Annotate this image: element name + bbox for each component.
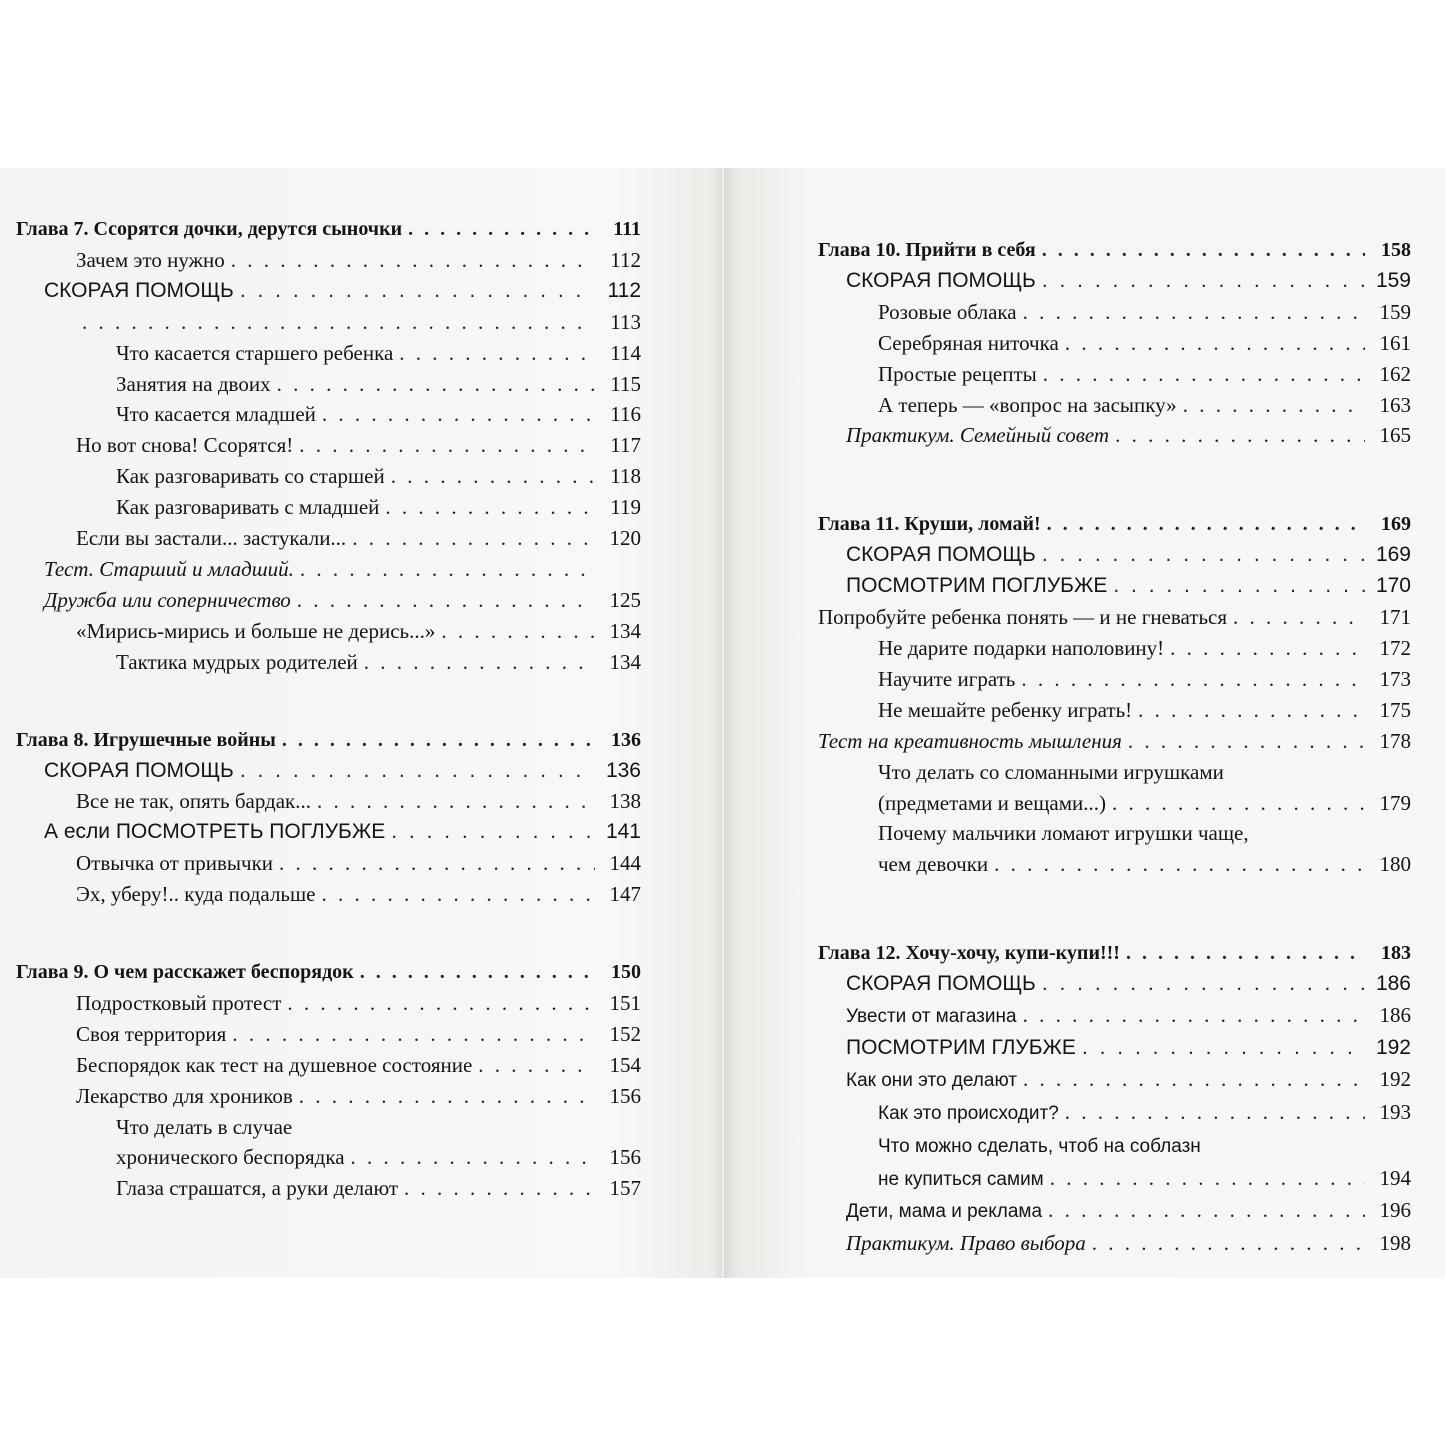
toc-entry-text: Тест. Старший и младший. — [44, 556, 294, 581]
toc-entry-text: Как они это делают — [846, 1069, 1017, 1091]
toc-entry-text: Научите играть — [878, 666, 1016, 691]
toc-entry-text: Эх, уберу!.. куда подальше — [76, 882, 316, 907]
toc-entry-page-number: 144 — [609, 851, 641, 876]
leader-dots — [1082, 1033, 1365, 1064]
chapter-heading-page-number: 158 — [1381, 239, 1411, 261]
leader-dots — [391, 461, 595, 492]
toc-entry-page-number: 147 — [609, 882, 641, 907]
toc-entry-page-number: 136 — [605, 758, 641, 782]
toc-entry-page-number: 162 — [1379, 361, 1411, 386]
toc-entry — [818, 602, 1411, 633]
toc-entry — [818, 664, 1411, 695]
toc-entry-page-number: 125 — [609, 587, 641, 612]
toc-entry — [16, 338, 641, 369]
leader-dots — [1233, 602, 1365, 633]
toc-entry — [818, 695, 1411, 726]
leader-dots — [391, 817, 595, 848]
toc-entry-page-number: 171 — [1379, 605, 1411, 630]
toc-entry-page-number: 169 — [1375, 543, 1411, 567]
toc-entry-page-number: 113 — [610, 309, 641, 334]
toc-entry-text: А теперь — «вопрос на засыпку» — [878, 392, 1177, 417]
toc-entry-page-number: 115 — [610, 371, 641, 396]
leader-dots — [1065, 328, 1365, 359]
toc-entry-text: Лекарство для хроников — [76, 1083, 293, 1108]
toc-entry-text: Глаза страшатся, а руки делают — [116, 1176, 399, 1201]
toc-entry-text: ПОСМОТРИМ ГЛУБЖЕ — [846, 1035, 1076, 1059]
toc-entry — [16, 492, 641, 523]
toc-entry — [818, 297, 1411, 328]
leader-dots — [300, 554, 595, 585]
toc-entry-page-number: 156 — [609, 1145, 641, 1170]
chapter-section — [16, 214, 641, 678]
toc-entry-text: Дружба или соперничество — [44, 587, 291, 612]
toc-entry-text: хронического беспорядка — [116, 1145, 345, 1170]
leader-dots — [399, 338, 595, 369]
leader-dots — [1170, 633, 1365, 664]
leader-dots — [441, 616, 595, 647]
toc-entry — [16, 399, 641, 430]
toc-entry-text: СКОРАЯ ПОМОЩЬ — [44, 758, 234, 782]
toc-entry-text: Отвычка от привычки — [76, 851, 274, 876]
toc-entry-text: Не дарите подарки наполовину! — [878, 635, 1165, 660]
leader-dots — [352, 523, 595, 554]
leader-dots — [322, 879, 596, 910]
leader-dots — [282, 725, 595, 756]
toc-entry-text: «Мирись-мирись и больше не дерись...» — [76, 618, 436, 643]
toc-entry — [16, 430, 641, 461]
toc-entry-page-number: 116 — [610, 402, 641, 427]
toc-entry-text: Занятия на двоих — [116, 371, 271, 396]
toc-entry-text: Но вот снова! Ссорятся! — [76, 433, 294, 458]
chapter-heading-text: Глава 11. Круши, ломай! — [818, 513, 1041, 536]
toc-entry-text: чем девочки — [878, 852, 989, 877]
toc-entry-text: (предметами и вещами...) — [878, 790, 1106, 815]
leader-dots — [1113, 571, 1365, 602]
chapter-heading — [818, 235, 1411, 266]
chapter-heading-page-number: 183 — [1381, 942, 1411, 965]
leader-dots — [408, 214, 595, 245]
toc-entry-page-number: 163 — [1379, 392, 1411, 417]
leader-dots — [1048, 1195, 1365, 1226]
toc-entry-text: Что касается младшей — [116, 402, 316, 427]
toc-entry-text: Что можно сделать, чтоб на соблазн — [878, 1135, 1201, 1157]
toc-entry — [16, 554, 641, 585]
leader-dots — [277, 369, 595, 400]
toc-entry-page-number: 119 — [610, 495, 641, 520]
toc-entry-page-number: 170 — [1375, 574, 1411, 598]
toc-entry — [818, 359, 1411, 390]
toc-entry-page-number: 112 — [610, 247, 641, 272]
leader-dots — [478, 1050, 595, 1081]
toc-entry-page-number: 118 — [610, 464, 641, 489]
leader-dots — [1047, 509, 1365, 540]
chapter-section — [818, 938, 1411, 1259]
toc-entry — [16, 848, 641, 879]
toc-entry — [818, 849, 1411, 880]
toc-entry — [16, 616, 641, 647]
toc-entry — [16, 461, 641, 492]
chapter-heading-page-number: 136 — [611, 728, 641, 751]
toc-entry-page-number: 186 — [1379, 1003, 1411, 1028]
leader-dots — [364, 647, 595, 678]
toc-entry — [16, 1142, 641, 1173]
leader-dots — [317, 786, 595, 817]
leader-dots — [299, 1081, 595, 1112]
chapter-heading-text: Глава 12. Хочу-хочу, купи-купи!!! — [818, 942, 1120, 965]
toc-entry-page-number: 134 — [609, 649, 641, 674]
leader-dots — [1021, 664, 1365, 695]
leader-dots — [1050, 1163, 1365, 1194]
chapter-heading-page-number: 150 — [611, 961, 641, 984]
toc-entry-text: Дети, мама и реклама — [846, 1201, 1043, 1223]
toc-entry — [818, 633, 1411, 664]
leader-dots — [82, 307, 595, 338]
toc-entry — [16, 307, 641, 338]
toc-entry — [818, 266, 1411, 297]
toc-entry — [16, 1112, 641, 1143]
toc-entry — [818, 1130, 1411, 1163]
toc-entry-page-number: 152 — [609, 1021, 641, 1046]
toc-entry-text: Увести от магазина — [846, 1006, 1017, 1028]
toc-entry-page-number: 120 — [609, 526, 641, 551]
toc-entry-text: Серебряная ниточка — [878, 330, 1059, 355]
toc-entry-text: Почему мальчики ломают игрушки чаще, — [878, 821, 1249, 846]
toc-entry — [818, 1195, 1411, 1228]
toc-entry-text: Не мешайте ребенку играть! — [878, 697, 1133, 722]
leader-dots — [1138, 695, 1365, 726]
leader-dots — [322, 399, 595, 430]
toc-entry-text: Тест на креативность мышления — [818, 728, 1122, 753]
leader-dots — [1042, 235, 1365, 266]
leader-dots — [1043, 359, 1365, 390]
leader-dots — [240, 756, 595, 787]
leader-dots — [231, 245, 595, 276]
leader-dots — [1112, 788, 1365, 819]
toc-entry — [818, 1163, 1411, 1196]
toc-entry — [16, 1050, 641, 1081]
toc-entry — [16, 1019, 641, 1050]
toc-entry-page-number: 186 — [1375, 972, 1411, 996]
leader-dots — [1023, 297, 1365, 328]
toc-entry-text: Беспорядок как тест на душевное состояние — [76, 1052, 473, 1077]
toc-entry-page-number: 151 — [609, 990, 641, 1015]
leader-dots — [385, 492, 595, 523]
toc-entry-text: не купиться самим — [878, 1168, 1044, 1190]
toc-entry-text: А если ПОСМОТРЕТЬ ПОГЛУБЖЕ — [44, 820, 386, 844]
toc-entry-page-number: 117 — [610, 433, 641, 458]
leader-dots — [994, 849, 1365, 880]
toc-entry — [818, 818, 1411, 849]
leader-dots — [287, 988, 595, 1019]
right-toc-column — [818, 235, 1411, 1259]
toc-entry-text: Тактика мудрых родителей — [116, 649, 358, 674]
toc-entry-page-number: 193 — [1379, 1099, 1411, 1124]
toc-entry — [818, 1228, 1411, 1259]
toc-entry-page-number: 192 — [1375, 1035, 1411, 1059]
toc-entry — [16, 647, 641, 678]
toc-entry-text: Все не так, опять бардак... — [76, 789, 312, 814]
toc-entry-page-number: 173 — [1379, 666, 1411, 691]
toc-entry-page-number: 180 — [1379, 852, 1411, 877]
toc-entry-page-number: 178 — [1379, 728, 1411, 753]
toc-entry — [16, 1173, 641, 1204]
toc-entry-page-number: 175 — [1379, 697, 1411, 722]
toc-entry-text: СКОРАЯ ПОМОЩЬ — [846, 268, 1036, 292]
toc-entry-page-number: 192 — [1379, 1066, 1411, 1091]
toc-entry-text: Простые рецепты — [878, 361, 1037, 386]
toc-entry-page-number: 161 — [1379, 330, 1411, 355]
chapter-heading — [16, 957, 641, 988]
toc-entry-text: Что делать со сломанными игрушками — [878, 759, 1224, 784]
toc-entry-page-number: 112 — [607, 278, 641, 302]
toc-entry-text: Как разговаривать со старшей — [116, 464, 385, 489]
toc-entry-text: Подростковый протест — [76, 990, 282, 1015]
chapter-heading — [818, 938, 1411, 969]
leader-dots — [1126, 938, 1365, 969]
toc-entry-page-number: 194 — [1379, 1165, 1411, 1190]
chapter-heading — [16, 725, 641, 756]
toc-entry — [16, 245, 641, 276]
toc-entry — [818, 1033, 1411, 1064]
toc-entry — [818, 328, 1411, 359]
leader-dots — [297, 585, 595, 616]
toc-entry — [16, 369, 641, 400]
toc-entry-page-number: 179 — [1379, 790, 1411, 815]
toc-entry-text: Зачем это нужно — [76, 247, 225, 272]
toc-entry — [818, 420, 1411, 451]
book-gutter — [712, 168, 736, 1278]
toc-entry-page-number: 165 — [1379, 423, 1411, 448]
toc-entry-page-number: 157 — [609, 1176, 641, 1201]
leader-dots — [351, 1142, 595, 1173]
chapter-section — [818, 509, 1411, 880]
toc-entry-page-number: 198 — [1379, 1231, 1411, 1256]
toc-entry-text: Практикум. Семейный совет — [846, 423, 1110, 448]
leader-dots — [1065, 1097, 1365, 1128]
toc-entry-page-number: 141 — [605, 820, 641, 844]
toc-entry-text: СКОРАЯ ПОМОЩЬ — [44, 278, 234, 302]
chapter-heading-page-number: 169 — [1381, 513, 1411, 536]
toc-entry — [16, 817, 641, 848]
toc-entry — [818, 390, 1411, 421]
leader-dots — [1042, 969, 1365, 1000]
toc-entry-page-number: 134 — [609, 618, 641, 643]
leader-dots — [1115, 420, 1365, 451]
chapter-heading-text: Глава 8. Игрушечные войны — [16, 728, 276, 751]
chapter-heading — [818, 509, 1411, 540]
toc-entry-text: Что делать в случае — [116, 1114, 293, 1139]
chapter-heading-page-number: 111 — [613, 218, 641, 240]
toc-entry-text: СКОРАЯ ПОМОЩЬ — [846, 543, 1036, 567]
leader-dots — [1183, 390, 1365, 421]
leader-dots — [1023, 1000, 1365, 1031]
toc-entry — [16, 988, 641, 1019]
toc-entry — [16, 523, 641, 554]
toc-entry — [818, 726, 1411, 757]
toc-entry — [818, 1064, 1411, 1097]
chapter-heading-text: Глава 7. Ссорятся дочки, дерутся сыночки — [16, 218, 403, 240]
toc-entry — [16, 879, 641, 910]
leader-dots — [404, 1173, 595, 1204]
leader-dots — [1042, 266, 1365, 297]
leader-dots — [299, 430, 595, 461]
chapter-heading — [16, 214, 641, 245]
toc-entry-page-number: 154 — [609, 1052, 641, 1077]
toc-entry — [16, 585, 641, 616]
toc-entry-text: Если вы застали... застукали... — [76, 526, 347, 551]
toc-entry-text: ПОСМОТРИМ ПОГЛУБЖЕ — [846, 574, 1108, 598]
toc-entry-page-number: 159 — [1379, 299, 1411, 324]
leader-dots — [1042, 540, 1365, 571]
toc-entry-page-number: 138 — [609, 789, 641, 814]
toc-entry — [818, 1000, 1411, 1033]
leader-dots — [360, 957, 595, 988]
chapter-section — [16, 725, 641, 910]
toc-entry-page-number: 156 — [609, 1083, 641, 1108]
toc-entry-page-number: 159 — [1375, 268, 1411, 292]
leader-dots — [279, 848, 595, 879]
toc-entry-text: Розовые облака — [878, 299, 1017, 324]
toc-entry — [818, 571, 1411, 602]
leader-dots — [240, 276, 595, 307]
toc-entry — [818, 757, 1411, 788]
leader-dots — [1092, 1228, 1365, 1259]
toc-entry — [818, 540, 1411, 571]
toc-entry-text: Что касается старшего ребенка — [116, 340, 394, 365]
toc-entry — [16, 1081, 641, 1112]
toc-entry-text: Попробуйте ребенка понять — и не гневаться — [818, 605, 1228, 630]
toc-entry — [818, 788, 1411, 819]
toc-entry — [818, 969, 1411, 1000]
toc-entry-text: Практикум. Право выбора — [846, 1231, 1086, 1256]
leader-dots — [232, 1019, 595, 1050]
chapter-heading-text: Глава 9. О чем расскажет беспорядок — [16, 961, 354, 984]
left-toc-column — [16, 214, 641, 1204]
chapter-section — [16, 957, 641, 1204]
leader-dots — [1128, 726, 1365, 757]
toc-entry-page-number: 172 — [1379, 635, 1411, 660]
toc-entry-text: Как разговаривать с младшей — [116, 495, 380, 520]
toc-entry — [16, 786, 641, 817]
toc-entry-text: Своя территория — [76, 1021, 227, 1046]
chapter-section — [818, 235, 1411, 451]
toc-entry-text: СКОРАЯ ПОМОЩЬ — [846, 972, 1036, 996]
toc-entry — [16, 756, 641, 787]
toc-entry-page-number: 114 — [610, 340, 641, 365]
toc-entry — [818, 1097, 1411, 1130]
toc-entry-text: Как это происходит? — [878, 1102, 1059, 1124]
chapter-heading-text: Глава 10. Прийти в себя — [818, 239, 1036, 261]
leader-dots — [1023, 1064, 1365, 1095]
toc-entry — [16, 276, 641, 307]
toc-entry-page-number: 196 — [1379, 1198, 1411, 1223]
